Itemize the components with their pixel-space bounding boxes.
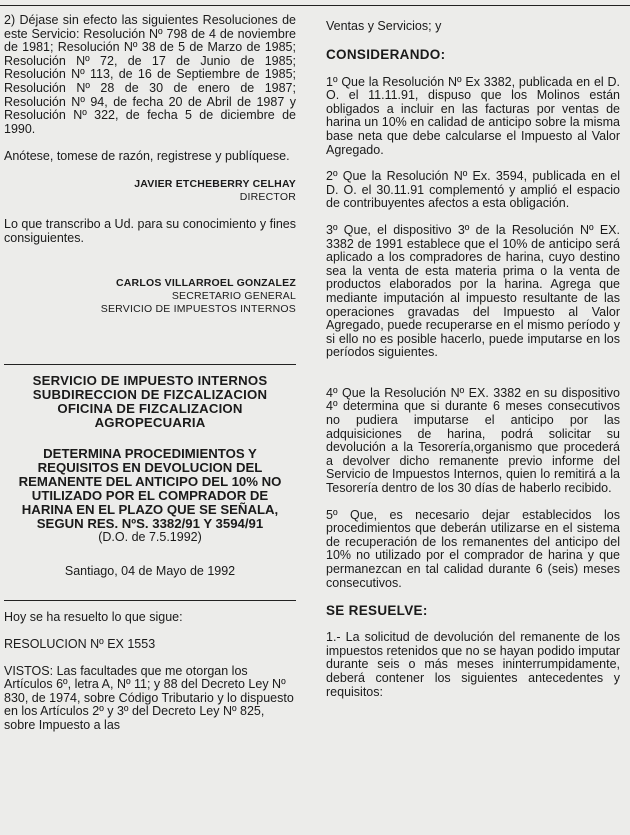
top-rule	[0, 5, 630, 6]
signature-title-secretary: SECRETARIO GENERAL	[171, 290, 296, 303]
official-gazette-date: (D.O. de 7.5.1992)	[98, 530, 202, 545]
title-line: HARINA EN EL PLAZO QUE SE SEÑALA,	[21, 502, 279, 518]
considerando-5: 5º Que, es necesario dejar establecidos los procedimientos que deberán utilizarse en el sistema de recuperación de los remanentes del anticipo del 10% no utilizado por el comprador de harina y que permanezcan en tal calidad durante 6 (seis) meses consecutivos.	[326, 507, 620, 590]
considerando-heading: CONSIDERANDO:	[326, 46, 446, 62]
header-line: AGROPECUARIA	[94, 415, 206, 431]
title-line: SEGUN RES. NºS. 3382/91 Y 3594/91	[36, 516, 264, 532]
title-line: UTILIZADO POR EL COMPRADOR DE	[31, 488, 269, 504]
resolution-number: RESOLUCION Nº EX 1553	[4, 636, 156, 651]
header-line: SERVICIO DE IMPUESTO INTERNOS	[32, 373, 268, 389]
section-divider	[4, 364, 296, 365]
title-line: DETERMINA PROCEDIMIENTOS Y	[43, 446, 257, 462]
section-divider-2	[4, 600, 296, 601]
place-date: Santiago, 04 de Mayo de 1992	[64, 563, 236, 578]
office-header	[4, 374, 296, 430]
resolution-item-1: 1.- La solicitud de devolución del remanente de los impuestos retenidos que no se hayan podido imputar durante seis o más meses ininterrumpidamente, deberá contener los siguientes antecedentes y requisitos:	[326, 630, 620, 699]
signature-title-service: SERVICIO DE IMPUESTOS INTERNOS	[100, 303, 296, 316]
right-column	[326, 20, 620, 699]
header-line: SUBDIRECCION DE FIZCALIZACION	[32, 387, 268, 403]
se-resuelve-heading: SE RESUELVE:	[326, 603, 428, 619]
header-line: OFICINA DE FIZCALIZACION	[57, 401, 243, 417]
title-line: REMANENTE DEL ANTICIPO DEL 10% NO	[18, 474, 282, 490]
signature-name-secretary: CARLOS VILLARROEL GONZALEZ	[115, 277, 296, 290]
paragraph-derogation: 2) Déjase sin efecto las siguientes Resoluciones de este Servicio: Resolución Nº 798 de 4 de noviembre de 1981; Resolución Nº 38 de 5 de Marzo de 1985; Resolución Nº 72, de 17 de Junio de 1985; Resolución Nº 113, de 16 de Septiembre de 1985; Resolución Nº 28 de 30 de enero de 1987; Resolución Nº 94, de fecha 20 de Abril de 1987 y Resolución Nº 322, de fecha 5 de diciembre de 1990.	[4, 13, 296, 136]
title-line: REQUISITOS EN DEVOLUCION DEL	[37, 460, 263, 476]
resolution-title	[4, 447, 296, 545]
ventas-line: Ventas y Servicios; y	[326, 19, 442, 33]
considerando-1: 1º Que la Resolución Nº Ex 3382, publicada en el D. O. el 11.11.91, dispuso que los Molinos están obligados a incluir en las facturas por ventas de harina un 10% en calidad de anticipo sobre la misma base neta que debe calcularse el Impuesto al Valor Agregado.	[326, 74, 620, 157]
paragraph-anotese: Anótese, tomese de razón, registrese y publíquese.	[4, 149, 290, 164]
signature-title-director: DIRECTOR	[239, 190, 296, 203]
signature-name-director: JAVIER ETCHEBERRY CELHAY	[134, 177, 296, 190]
paragraph-vistos: VISTOS: Las facultades que me otorgan los Artículos 6º, letra A, Nº 11; y 88 del Decreto Ley Nº 830, de 1974, sobre Código Tributario y lo dispuesto en los Artículos 2º y 3º del Decreto Ley Nº 825, sobre Impuesto a las	[4, 663, 294, 732]
considerando-2: 2º Que la Resolución Nº Ex. 3594, publicada en el D. O. el 30.11.91 complementó y amplió el espacio de contribuyentes afectos a esta obligación.	[326, 169, 620, 211]
paragraph-transcribo: Lo que transcribo a Ud. para su conocimiento y fines consiguientes.	[4, 216, 296, 245]
resolved-intro: Hoy se ha resuelto lo que sigue:	[4, 610, 183, 625]
left-column	[4, 14, 296, 732]
considerando-4: 4º Que la Resolución Nº EX. 3382 en su dispositivo 4º determina que si durante 6 meses consecutivos no pudiera imputarse el anticipo por las adquisiciones de harina, podrá solicitar su devolución a la Tesorería,organismo que procederá a devolver dicho remanente previo informe del Servicio de Impuestos Internos, quien lo remitirá a la Tesorería dentro de los 30 días de haberlo recibido.	[326, 385, 620, 496]
considerando-3: 3º Que, el dispositivo 3º de la Resolución Nº EX. 3382 de 1991 establece que el 10% de anticipo será aplicado a los compradores de harina, cuyo destino sea la venta de esta materia prima o la venta de productos elaborados por la harina. Agrega que mediante imputación al impuesto resultante de las operaciones gravadas del Impuesto al Valor Agregado, puede recuperarse en el mismo período y si ello no es posible hacerlo, puede imputarse en los períodos siguientes.	[326, 222, 620, 360]
